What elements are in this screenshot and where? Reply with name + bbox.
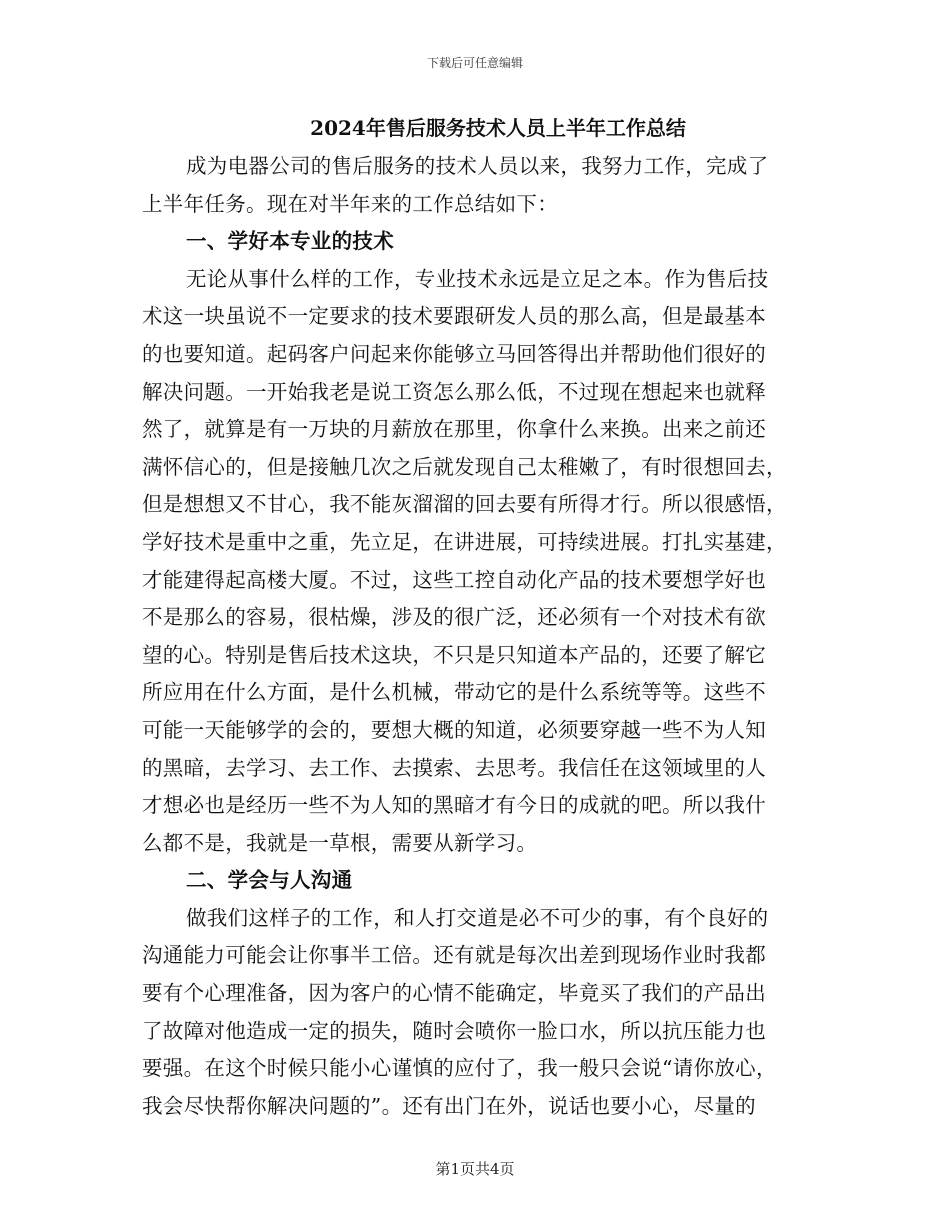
body-text-line: 的黑暗，去学习、去工作、去摸索、去思考。我信任在这领域里的人 xyxy=(142,755,766,780)
document-title: 2024年售后服务技术人员上半年工作总结 xyxy=(310,116,686,140)
body-text-line: 然了，就算是有一万块的月薪放在那里，你拿什么来换。出来之前还 xyxy=(142,417,766,442)
body-text-line: 了故障对他造成一定的损失，随时会喷你一脸口水，所以抗压能力也 xyxy=(142,1018,766,1043)
body-text-line: 不是那么的容易，很枯燥，涉及的很广泛，还必须有一个对技术有欲 xyxy=(142,605,766,630)
section-heading: 一、学好本专业的技术 xyxy=(186,229,394,254)
section-heading: 二、学会与人沟通 xyxy=(186,868,353,893)
body-text-line: 术这一块虽说不一定要求的技术要跟研发人员的那么高，但是最基本 xyxy=(142,304,766,329)
body-text-line: 但是想想又不甘心，我不能灰溜溜的回去要有所得才行。所以很感悟， xyxy=(142,492,787,517)
body-text-line: 才想必也是经历一些不为人知的黑暗才有今日的成就的吧。所以我什 xyxy=(142,793,766,818)
body-text-line: 成为电器公司的售后服务的技术人员以来，我努力工作，完成了 xyxy=(186,154,769,178)
body-text-line: 解决问题。一开始我老是说工资怎么那么低，不过现在想起来也就释 xyxy=(142,379,766,404)
page-number-footer: 第1页共4页 xyxy=(435,1160,515,1178)
body-text-line: 上半年任务。现在对半年来的工作总结如下： xyxy=(142,191,558,216)
body-text-line: 的也要知道。起码客户问起来你能够立马回答得出并帮助他们很好的 xyxy=(142,341,766,366)
body-text-line: 满怀信心的，但是接触几次之后就发现自己太稚嫩了，有时很想回去， xyxy=(142,454,787,479)
body-text-line: 沟通能力可能会让你事半工倍。还有就是每次出差到现场作业时我都 xyxy=(142,943,766,968)
page-header-note: 下载后可任意编辑 xyxy=(426,56,523,70)
body-text-line: 可能一天能够学的会的，要想大概的知道，必须要穿越一些不为人知 xyxy=(142,717,766,742)
body-text-line: 要强。在这个时候只能小心谨慎的应付了，我一般只会说“请你放心， xyxy=(142,1056,777,1081)
body-text-line: 无论从事什么样的工作，专业技术永远是立足之本。作为售后技 xyxy=(186,266,769,291)
body-text-line: 才能建得起高楼大厦。不过，这些工控自动化产品的技术要想学好也 xyxy=(142,567,766,592)
body-text-line: 么都不是，我就是一草根，需要从新学习。 xyxy=(142,830,538,855)
body-text-line: 学好技术是重中之重，先立足，在讲进展，可持续进展。打扎实基建， xyxy=(142,529,787,554)
body-text-line: 我会尽快帮你解决问题的”。还有出门在外，说话也要小心，尽量的 xyxy=(142,1093,756,1118)
body-text-line: 所应用在什么方面，是什么机械，带动它的是什么系统等等。这些不 xyxy=(142,680,766,705)
body-text-line: 望的心。特别是售后技术这块，不只是只知道本产品的，还要了解它 xyxy=(142,642,766,667)
body-text-line: 做我们这样子的工作，和人打交道是必不可少的事，有个良好的 xyxy=(186,905,769,930)
document-body xyxy=(142,148,802,1125)
body-text-line: 要有个心理准备，因为客户的心情不能确定，毕竟买了我们的产品出 xyxy=(142,981,766,1006)
